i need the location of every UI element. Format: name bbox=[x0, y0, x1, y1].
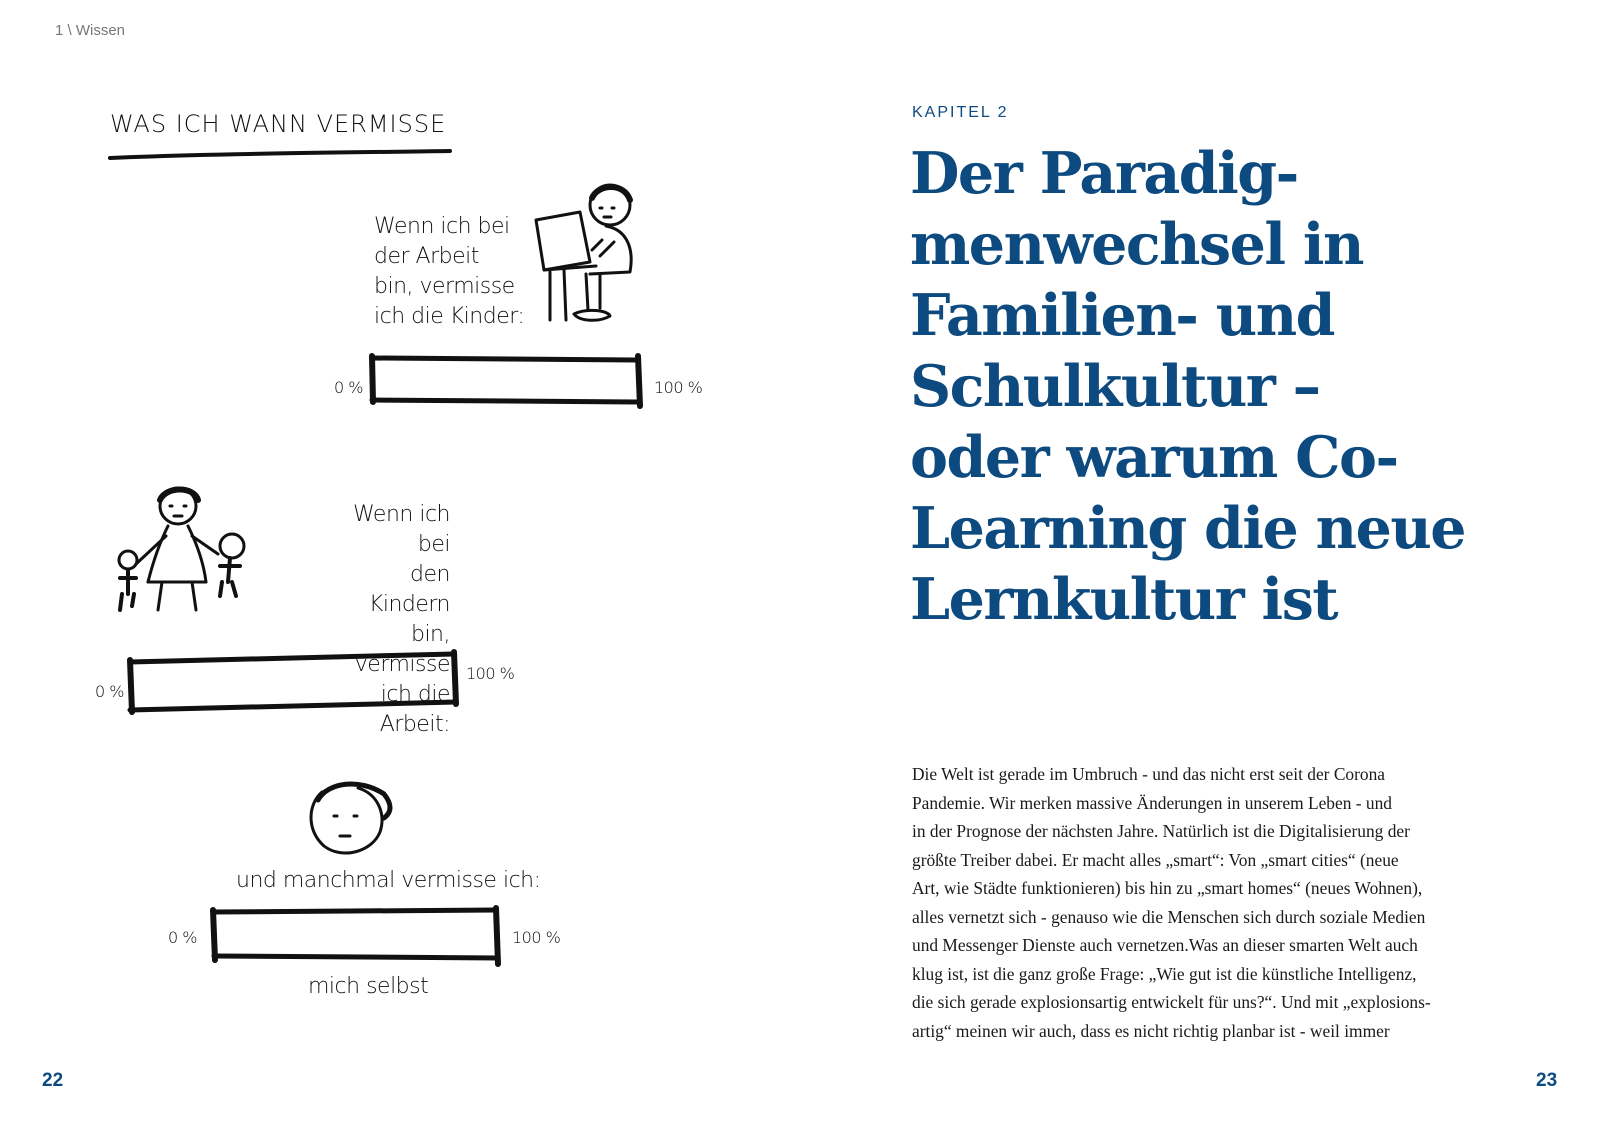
body-line: Art, wie Städte funktionieren) bis hin zu „smart homes“ (neues Wohnen), bbox=[912, 878, 1423, 898]
chapter-kicker: KAPITEL 2 bbox=[912, 104, 1009, 121]
scale-2-max: 100 % bbox=[466, 664, 515, 683]
person-at-laptop-icon bbox=[528, 180, 653, 330]
headline-line: Der Paradig- bbox=[910, 140, 1298, 207]
body-line: größte Treiber dabei. Er macht alles „smart“: Von „smart cities“ (neue bbox=[912, 849, 1399, 870]
body-line: Pandemie. Wir merken massive Änderungen in unserem Leben - und bbox=[912, 792, 1392, 813]
headline-line: Learning die neue bbox=[910, 495, 1466, 562]
chapter-headline bbox=[910, 138, 1550, 635]
prompt-1 bbox=[374, 212, 524, 332]
body-line: und Messenger Dienste auch vernetzen.Was an dieser smarten Welt auch bbox=[912, 935, 1418, 955]
headline-line: Familien- und bbox=[910, 282, 1335, 349]
body-line: Die Welt ist gerade im Umbruch - und das nicht erst seit der Corona bbox=[912, 764, 1386, 784]
prompt-2-line: Wenn ich bei bbox=[352, 502, 450, 557]
body-paragraph bbox=[912, 760, 1512, 1045]
page-number-right: 23 bbox=[1536, 1070, 1558, 1091]
body-line: artig“ meinen wir auch, dass es nicht richtig planbar ist - weil immer bbox=[912, 1020, 1390, 1041]
scale-bar-3 bbox=[208, 906, 508, 968]
prompt-1-line: ich die Kinder: bbox=[374, 304, 525, 329]
page-number-left: 22 bbox=[42, 1070, 64, 1091]
prompt-2-line: den Kindern bbox=[368, 562, 450, 617]
body-line: alles vernetzt sich - genauso wie die Menschen sich durch soziale Medien bbox=[912, 906, 1426, 927]
scale-bar-1 bbox=[368, 354, 648, 410]
headline-line: menwechsel in bbox=[910, 211, 1363, 278]
scale-1-min: 0 % bbox=[334, 378, 363, 397]
prompt-1-line: der Arbeit bbox=[374, 244, 479, 269]
face-icon bbox=[288, 780, 404, 860]
title-underline bbox=[108, 148, 453, 162]
headline-line: Lernkultur ist bbox=[910, 566, 1338, 633]
headline-line: Schulkultur – bbox=[910, 353, 1320, 420]
running-head: 1 \ Wissen bbox=[55, 22, 126, 39]
body-line: klug ist, ist die ganz große Frage: „Wie gut ist die künstliche Intelligenz, bbox=[912, 963, 1417, 984]
body-line: die sich gerade explosionsartig entwickelt für uns?“. Und mit „explosions- bbox=[912, 992, 1431, 1012]
scale-3-max: 100 % bbox=[512, 928, 561, 947]
prompt-1-line: bin, vermisse bbox=[374, 274, 515, 299]
sketch-title: WAS ICH WANN VERMISSE bbox=[110, 110, 447, 138]
prompt-2-line: bin, vermisse bbox=[354, 622, 450, 677]
prompt-3-line: und manchmal vermisse ich: bbox=[236, 868, 541, 893]
scale-2-min: 0 % bbox=[95, 682, 124, 701]
body-line: in der Prognose der nächsten Jahre. Natürlich ist die Digitalisierung der bbox=[912, 821, 1410, 841]
scale-1-max: 100 % bbox=[654, 378, 703, 397]
prompt-2-line: ich die Arbeit: bbox=[379, 682, 450, 737]
scale-bar-2 bbox=[124, 650, 464, 716]
headline-line: oder warum Co- bbox=[910, 424, 1398, 491]
prompt-1-line: Wenn ich bei bbox=[374, 214, 510, 239]
parent-with-children-icon bbox=[108, 486, 258, 626]
scale-3-caption: mich selbst bbox=[308, 974, 429, 999]
scale-3-min: 0 % bbox=[168, 928, 197, 947]
prompt-3 bbox=[236, 866, 541, 896]
